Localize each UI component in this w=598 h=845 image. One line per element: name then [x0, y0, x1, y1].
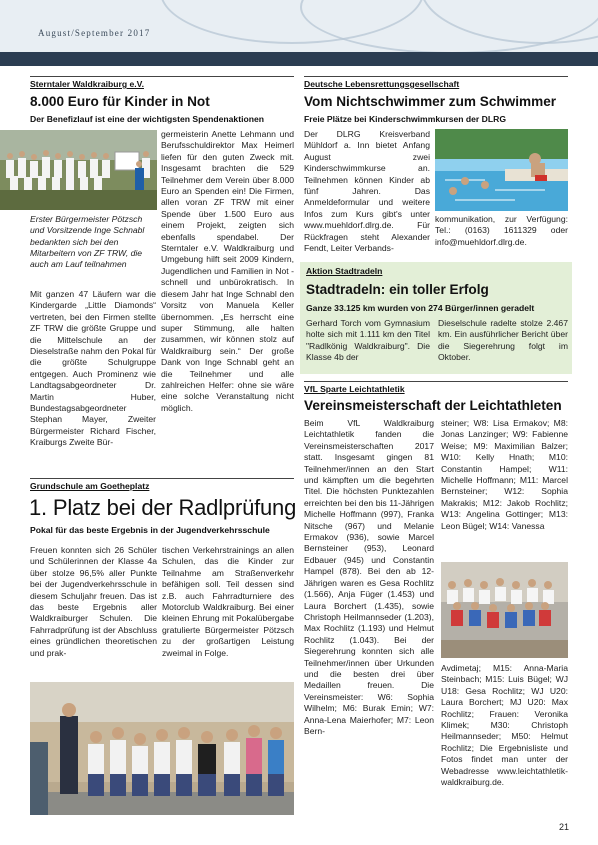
page-number: 21 — [559, 822, 570, 832]
article-paragraph: Gerhard Torch vom Gymnasium holte sich mit 1.111 km den Titel "Radlkönig Waldkraiburg". Die Klasse 4b der — [306, 318, 430, 363]
article-kicker: Grundschule am Goetheplatz — [30, 481, 150, 491]
swimming-pool-photo — [435, 129, 568, 211]
article-paragraph: Avdimetaj; M15: Anna-Maria Steinbach; M15: Luis Bügel; WJ U18: Gesa Rochlitz; WJ U20: Laura Borchert; MJ U20: Max Rochlitz; Frauen: Veronika Klimek; M30: Christoph Heilmannseder; M50: Helmut Rochlitz; Die Ergebnisliste und Fotos findet man unter der Webadresse www.leichtathletik-waldkraiburg.de. — [441, 663, 568, 788]
article-body-column — [306, 318, 430, 364]
article-paragraph: germeisterin Anette Lehmann und Berufsschuldirektor Max Heimerl liefen für den guten Zweck mit. Insgesamt brachten die 529 Teilnehmer dem Verein über 8.000 Euro an Spenden ein! Die Firmen, allen voran ZF TRW mit einer Spende über 1.500 Euro aus einem Projekt, zeigten sich ebenfalls spendabel. Der Sterntaler e.V. Waldkraiburg und Umgebung hilft seit 2009 Kindern, Jugendlichen und Familien in Not - schnell und unbürokratisch. In diesem Jahr hat Inge Schnabl den Vorsitz von Manuela Keller übernommen. „Es herrscht eine super Stimmung, alle halten zusammen, wir können stolz auf Waldkraiburg sein.“ Der große Dank von Inge Schnabl geht an die Teilnehmer und alle zahlreichen Helfer: ohne sie wäre eine solche Veranstaltung nicht möglich. — [161, 129, 294, 413]
article-body-column — [435, 214, 568, 248]
section-rule — [304, 76, 568, 77]
article-body-column — [304, 129, 430, 254]
article-kicker: VfL Sparte Leichtathletik — [304, 384, 405, 394]
article-paragraph: kommunikation, zur Verfügung: Tel.: (0163) 1611329 oder info@muehldorf.dlrg.de. — [435, 214, 568, 247]
athletes-group-photo — [441, 562, 568, 658]
athletes-photo-illustration — [441, 562, 568, 658]
article-title: 8.000 Euro für Kinder in Not — [30, 94, 210, 109]
article-body-column — [438, 318, 568, 364]
section-rule — [30, 478, 294, 479]
article-title: Vom Nichtschwimmer zum Schwimmer — [304, 94, 557, 109]
school-class-photo — [30, 682, 294, 815]
article-paragraph: Beim VfL Waldkraiburg Leichtathletik fanden die Vereinsmeisterschaften 2017 statt. Insgesamt gingen 81 Teilnehmer/innen an den Start und kämpften um die begehrten Titel. Die höchsten Punktezahlen erreichten bei den bis 11-Jährigen Michelle Hoffmann (997), Franka Nitsche (967) und Melanie Ermakov (936), sowie Marcel Bernsteiner (953), Leonard Edbauer (945) und Constantin Hampel (878). Bei den ab 12-Jährigen waren es Gesa Rochlitz (1.566), Anja Füger (1.453) und Laura Borchert (1.435), sowie Christoph Heilmannseder (1.203), Max Rochlitz (1.193) und Helmut Rochlitz (1.043). Bei der Siegerehrung konnten sich alle Teilnehmer/innen über Urkunden und die besten drei über Medaillen freuen. Die Vereinsmeister: W6: Sophia Wilhelm; M6: Burak Emin; W7: Anna-Lena Maierhofer; M7: Leon Bern- — [304, 418, 434, 736]
school-photo-illustration — [30, 682, 294, 815]
article-paragraph: tischen Verkehrstrainings an allen Schulen, das die Kinder zur Teilnahme am Straßenverkehr befähigen soll. Teil dessen sind z.B. auch Fahrradturniere des Motorclub Waldkraiburg. Bei einer kleinen Ehrung mit Pokalübergabe gratulierte Bürgermeister Pötzsch zu der großartigen Leistung zweimal in Folge. — [162, 545, 294, 658]
article-subtitle: Freie Plätze bei Kinderschwimmkursen der DLRG — [304, 114, 507, 124]
article-kicker: Sterntaler Waldkraiburg e.V. — [30, 79, 144, 89]
article-subtitle: Ganze 33.125 km wurden von 274 Bürger/innen geradelt — [306, 303, 535, 313]
article-subtitle: Pokal für das beste Ergebnis in der Jugendverkehrsschule — [30, 525, 270, 535]
article-body-column — [30, 289, 156, 449]
article-body-column — [441, 663, 568, 788]
article-body-column — [162, 545, 294, 659]
article-body-column — [30, 545, 157, 659]
pool-photo-illustration — [435, 129, 568, 211]
section-rule — [304, 381, 568, 382]
runners-group-photo — [0, 130, 157, 210]
article-kicker: Deutsche Lebensrettungsgesellschaft — [304, 79, 460, 89]
article-paragraph: Der DLRG Kreisverband Mühldorf a. Inn bietet Anfang August zwei Kinderschwimmkurse an. Teilnehmen können Kinder ab fünf Jahren. Das Anmeldeformular und weitere Infos zum Kurs gibt's unter www.muehldorf.dlrg.de. Für Rückfragen steht Alexander Fendt, Leiter Verbands- — [304, 129, 430, 254]
article-title: Vereinsmeisterschaft der Leichtathleten — [304, 398, 562, 413]
article-body-column — [441, 418, 568, 532]
photo-caption: Erster Bürgermeister Pötzsch und Vorsitzende Inge Schnabl bedankten sich bei den Mitarbeitern von ZF TRW, die auch am Lauf teilnahmen — [30, 214, 145, 270]
article-paragraph: steiner; W8: Lisa Ermakov; M8: Jonas Lanzinger; W9: Fabienne Weise; M9: Maximilian Balzer; W10: Kelly Hnath; M10: Constantin Hampel; W11: Michelle Hoffmann; M11: Marcel Bernsteiner; W12: Sophia Makrakis; M12: Jakob Rochlitz; W13: Angelina Gottinger; M13: Leon Bügel; W14: Vanessa — [441, 418, 568, 531]
section-rule — [30, 76, 294, 77]
article-body-column — [161, 129, 294, 414]
article-paragraph: Mit ganzen 47 Läufern war die Kindergarde „Little Diamonds“ vertreten, bei den Firmen stellte ZF TRW die größte Gruppe und die Mittelschule an der Dieselstraße nahm den Pokal für die größte Schulgruppe entgegen. Auch Prominenz wie Landtagsabgeordneter Dr. Martin Huber, Bundestagsabgeordneter Stephan Mayer, Zweiter Bürgermeister Richard Fischer, Kraiburgs Zweite Bür- — [30, 289, 156, 448]
article-title: 1. Platz bei der Radlprüfung — [29, 495, 297, 520]
article-subtitle: Der Benefizlauf ist eine der wichtigsten Spendenaktionen — [30, 114, 264, 124]
article-paragraph: Freuen konnten sich 26 Schüler und Schülerinnen der Klasse 4a über stolze 96,5% aller Punkte bei der Jugendverkehrsschule in diesem Schuljahr freuen. Das ist das beste Ergebnis aller Waldkraiburger Schulen. Die Fahrradprüfung ist der Abschluss eines gründlichen theoretischen und prak- — [30, 545, 157, 658]
runners-photo-illustration — [0, 130, 157, 210]
issue-date: August/September 2017 — [38, 28, 151, 38]
article-body-column — [304, 418, 434, 737]
article-paragraph: Dieselschule radelte stolze 2.467 km. Ein ausführlicher Bericht über die Siegerehrung folgt im Oktober. — [438, 318, 568, 363]
article-title: Stadtradeln: ein toller Erfolg — [306, 282, 489, 297]
article-kicker: Aktion Stadtradeln — [306, 266, 383, 276]
header-band — [0, 52, 598, 66]
